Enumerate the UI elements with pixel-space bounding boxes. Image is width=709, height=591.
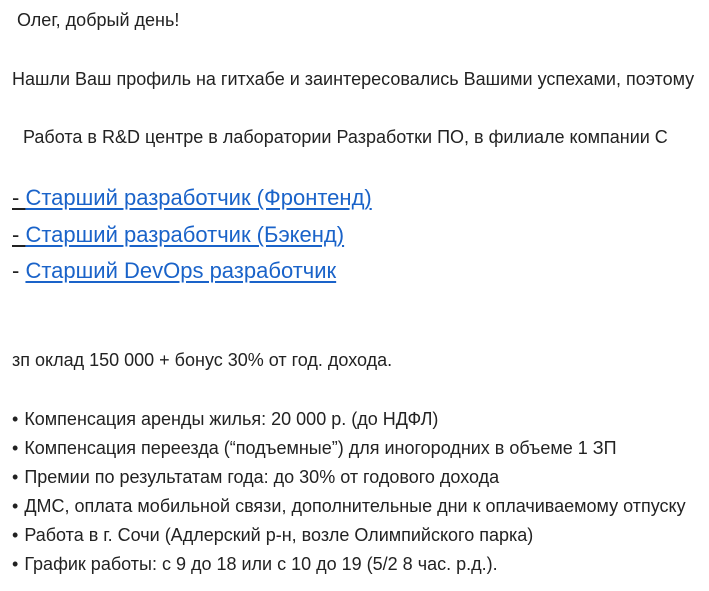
benefit-text: График работы: с 9 до 18 или с 10 до 19 (5/2 8 час. р.д.). [24, 554, 498, 574]
benefit-text: Компенсация переезда (“подъемные”) для иногородних в объеме 1 ЗП [24, 438, 617, 458]
job-item-devops [12, 257, 336, 285]
job-link-backend[interactable]: Старший разработчик (Бэкенд) [25, 222, 345, 247]
benefit-text: ДМС, оплата мобильной связи, дополнительные дни к оплачиваемому отпуску [24, 496, 686, 516]
job-dash: - [12, 185, 26, 210]
bullet-icon: • [12, 438, 19, 458]
greeting-text: Олег, добрый день! [17, 10, 180, 30]
job-dash: - [12, 222, 26, 247]
benefit-item [12, 492, 686, 521]
benefits-list [12, 405, 686, 579]
benefit-text: Компенсация аренды жилья: 20 000 р. (до НДФЛ) [24, 409, 439, 429]
salary-text: зп оклад 150 000 + бонус 30% от год. дохода. [12, 350, 393, 370]
bullet-icon: • [12, 525, 19, 545]
intro-text: Нашли Ваш профиль на гитхабе и заинтересовались Вашими успехами, поэтому [12, 69, 695, 89]
benefit-item [12, 405, 686, 434]
bullet-icon: • [12, 496, 19, 516]
benefit-text: Премии по результатам года: до 30% от годового дохода [24, 467, 500, 487]
benefit-item [12, 550, 686, 579]
job-link-frontend[interactable]: Старший разработчик (Фронтенд) [25, 185, 372, 210]
bullet-icon: • [12, 554, 19, 574]
benefit-item [12, 521, 686, 550]
work-info-text: Работа в R&D центре в лаборатории Разработки ПО, в филиале компании С [23, 127, 668, 147]
job-dash: - [12, 258, 26, 283]
benefit-item [12, 434, 686, 463]
bullet-icon: • [12, 467, 19, 487]
job-item-frontend [12, 184, 372, 212]
job-item-backend [12, 221, 344, 249]
benefit-text: Работа в г. Сочи (Адлерский р-н, возле Олимпийского парка) [24, 525, 534, 545]
job-link-devops[interactable]: Старший DevOps разработчик [25, 258, 337, 283]
bullet-icon: • [12, 409, 19, 429]
benefit-item [12, 463, 686, 492]
